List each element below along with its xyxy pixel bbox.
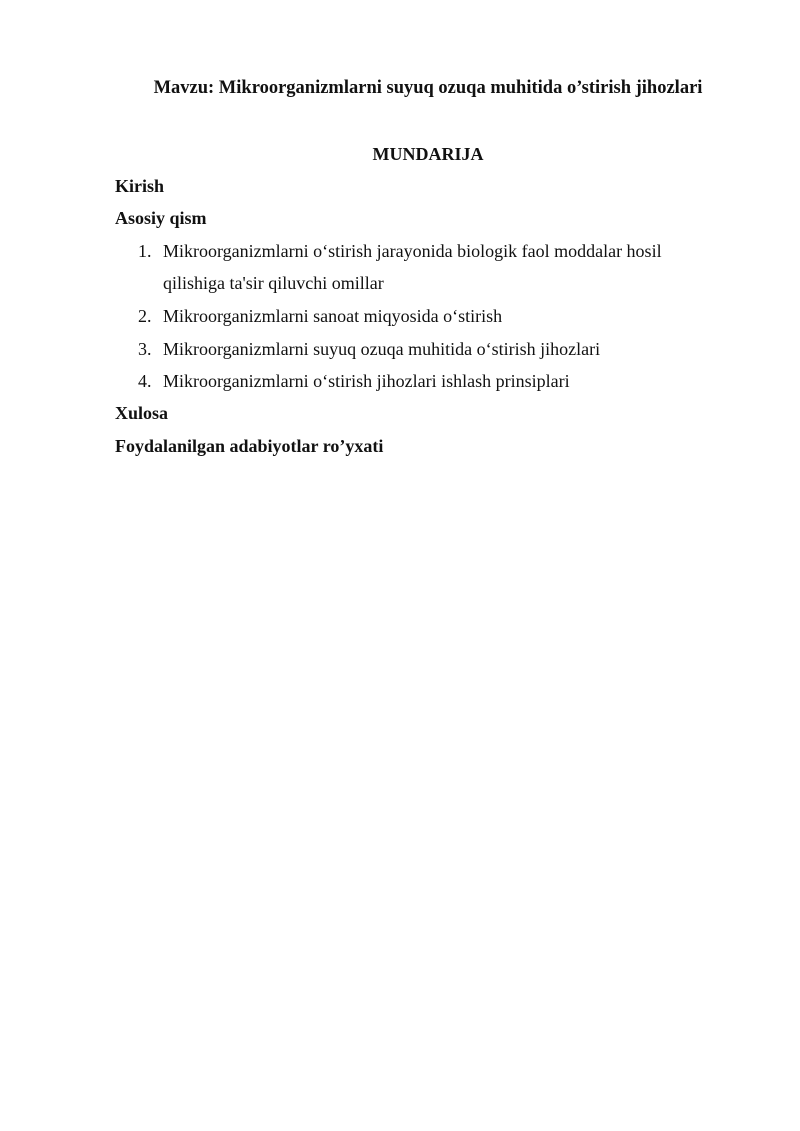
toc-item-3 — [138, 338, 600, 360]
toc-item-2 — [138, 305, 502, 327]
toc-item-number: 3. — [138, 339, 152, 359]
toc-section-main-part: Asosiy qism — [115, 208, 207, 228]
toc-item-number: 4. — [138, 371, 152, 391]
toc-section-references: Foydalanilgan adabiyotlar ro’yxati — [115, 436, 384, 456]
toc-section-intro: Kirish — [115, 176, 165, 196]
toc-item-1 — [138, 240, 662, 262]
toc-item-title: Mikroorganizmlarni suyuq ozuqa muhitida o‘stirish jihozlari — [163, 339, 601, 359]
toc-item-number: 1. — [138, 241, 152, 261]
toc-item-title: Mikroorganizmlarni sanoat miqyosida o‘stirish — [163, 306, 503, 326]
document-topic: Mavzu: Mikroorganizmlarni suyuq ozuqa muhitida o’stirish jihozlari — [153, 78, 703, 98]
toc-item-1-continuation: qilishiga ta'sir qiluvchi omillar — [163, 273, 384, 293]
toc-item-title: Mikroorganizmlarni o‘stirish jarayonida biologik faol moddalar hosil — [163, 241, 662, 261]
toc-heading: MUNDARIJA — [372, 144, 484, 164]
toc-item-4 — [138, 370, 570, 392]
toc-item-title: Mikroorganizmlarni o‘stirish jihozlari ishlash prinsiplari — [163, 371, 570, 391]
toc-section-conclusion: Xulosa — [115, 403, 169, 423]
toc-item-number: 2. — [138, 306, 152, 326]
